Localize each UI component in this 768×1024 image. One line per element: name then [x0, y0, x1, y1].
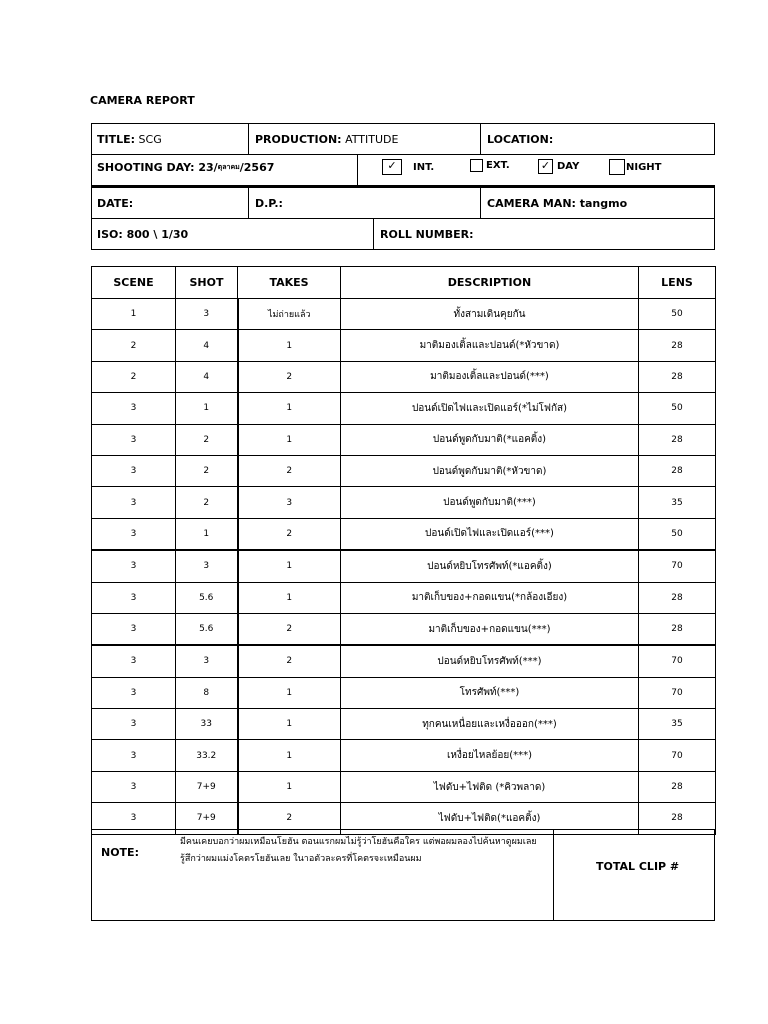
iso-field: ISO: 800 \ 1/30	[97, 227, 189, 241]
cell-lens: 28	[639, 771, 716, 802]
cell-description: มาติเก็บของ+กอดแขน(***)	[341, 613, 639, 645]
table-row	[92, 582, 716, 613]
cell-description: ปอนด์พูดกับมาติ(*แอคติ้ง)	[341, 424, 639, 455]
table-row	[92, 330, 716, 361]
table-row	[92, 361, 716, 392]
table-header-row	[92, 267, 716, 299]
cell-description: ปอนด์พูดกับมาติ(*หัวขาด)	[341, 455, 639, 486]
cell-shot: 7+9	[176, 771, 238, 802]
cell-shot: 33	[176, 709, 238, 740]
cell-lens: 28	[639, 455, 716, 486]
shooting-day-field: SHOOTING DAY: 23/ ตุลาคม /2567	[97, 160, 275, 174]
table-row	[92, 299, 716, 330]
cell-lens: 70	[639, 740, 716, 771]
cell-shot: 33.2	[176, 740, 238, 771]
table-row	[92, 709, 716, 740]
night-option[interactable]: NIGHT	[609, 159, 662, 175]
cell-lens: 70	[639, 645, 716, 677]
cell-scene: 3	[92, 518, 176, 550]
cell-takes: 1	[238, 582, 341, 613]
cell-takes: 2	[238, 613, 341, 645]
shot-log-table	[91, 266, 716, 835]
cell-scene: 3	[92, 487, 176, 518]
cell-scene: 3	[92, 424, 176, 455]
column-header-lens: LENS	[639, 267, 716, 299]
cell-shot: 2	[176, 424, 238, 455]
night-checkbox[interactable]	[609, 159, 625, 175]
cell-shot: 8	[176, 677, 238, 708]
cell-lens: 50	[639, 518, 716, 550]
table-row	[92, 771, 716, 802]
cell-shot: 2	[176, 455, 238, 486]
column-header-shot: SHOT	[176, 267, 238, 299]
cell-shot: 4	[176, 330, 238, 361]
cell-lens: 50	[639, 393, 716, 424]
cell-takes: ไม่ถ่ายแล้ว	[238, 299, 341, 330]
cell-shot: 5.6	[176, 582, 238, 613]
location-field: LOCATION:	[487, 132, 554, 146]
cell-shot: 1	[176, 393, 238, 424]
cell-scene: 3	[92, 582, 176, 613]
day-option[interactable]: ✓ DAY	[538, 159, 579, 174]
note-text: มีคนเคยบอกว่าผมเหมือนโยฮัน ตอนแรกผมไม่รู้ว่าโยฮันคือใคร แต่พอผมลองไปค้นหาดูผมเลยรู้สึกว่าผมแม่งโคตรโยฮันเลย ในาอตัวละครที่โคตรจะเหมือนผม	[180, 837, 537, 864]
cell-lens: 28	[639, 361, 716, 392]
day-checkbox[interactable]: ✓	[538, 159, 553, 174]
cell-takes: 1	[238, 330, 341, 361]
int-option[interactable]: ✓ INT.	[382, 159, 434, 175]
note-label: NOTE:	[101, 846, 139, 859]
cell-description: ไฟดับ+ไฟติด (*คิวพลาด)	[341, 771, 639, 802]
cell-lens: 50	[639, 299, 716, 330]
cell-description: ปอนด์เปิดไฟและเปิดแอร์(***)	[341, 518, 639, 550]
cell-lens: 28	[639, 613, 716, 645]
cell-scene: 3	[92, 455, 176, 486]
cell-shot: 3	[176, 645, 238, 677]
table-row	[92, 550, 716, 582]
table-row	[92, 740, 716, 771]
table-row	[92, 424, 716, 455]
cell-shot: 4	[176, 361, 238, 392]
cell-takes: 1	[238, 393, 341, 424]
cell-lens: 35	[639, 709, 716, 740]
cell-scene: 3	[92, 771, 176, 802]
cell-takes: 1	[238, 709, 341, 740]
report-title: CAMERA REPORT	[90, 94, 195, 107]
cell-lens: 28	[639, 803, 716, 834]
cell-takes: 1	[238, 740, 341, 771]
cell-scene: 3	[92, 709, 176, 740]
column-header-takes: TAKES	[238, 267, 341, 299]
cell-takes: 2	[238, 803, 341, 834]
cell-shot: 7+9	[176, 803, 238, 834]
cell-scene: 3	[92, 550, 176, 582]
cell-scene: 3	[92, 740, 176, 771]
production-field: PRODUCTION: ATTITUDE	[255, 132, 399, 146]
cell-lens: 70	[639, 677, 716, 708]
table-row	[92, 455, 716, 486]
cell-shot: 3	[176, 550, 238, 582]
column-header-description: DESCRIPTION	[341, 267, 639, 299]
cell-scene: 3	[92, 613, 176, 645]
cell-description: ปอนด์เปิดไฟและเปิดแอร์(*ไม่โฟกัส)	[341, 393, 639, 424]
cell-lens: 28	[639, 582, 716, 613]
cell-description: มาติมองเติ้ลและปอนด์(*หัวขาด)	[341, 330, 639, 361]
cell-takes: 1	[238, 677, 341, 708]
cell-takes: 2	[238, 518, 341, 550]
table-row	[92, 613, 716, 645]
cell-shot: 3	[176, 299, 238, 330]
cell-takes: 2	[238, 455, 341, 486]
cell-description: มาติเก็บของ+กอดแขน(*กล้องเอียง)	[341, 582, 639, 613]
title-value: SCG	[138, 132, 162, 146]
table-row	[92, 645, 716, 677]
cell-scene: 3	[92, 677, 176, 708]
cell-lens: 28	[639, 424, 716, 455]
cell-shot: 2	[176, 487, 238, 518]
cell-takes: 2	[238, 645, 341, 677]
cell-description: ปอนด์หยิบโทรศัพท์(***)	[341, 645, 639, 677]
date-field: DATE:	[97, 196, 134, 210]
cell-scene: 2	[92, 361, 176, 392]
dp-field: D.P.:	[255, 196, 283, 210]
production-value: ATTITUDE	[345, 132, 399, 146]
cell-scene: 3	[92, 393, 176, 424]
ext-option[interactable]: EXT.	[470, 158, 510, 172]
cell-description: เหงื่อยไหลย้อย(***)	[341, 740, 639, 771]
title-field: TITLE: SCG	[97, 132, 162, 146]
cell-scene: 3	[92, 803, 176, 834]
cell-takes: 3	[238, 487, 341, 518]
ext-checkbox[interactable]	[470, 159, 483, 172]
column-header-scene: SCENE	[92, 267, 176, 299]
cell-lens: 70	[639, 550, 716, 582]
cell-lens: 28	[639, 330, 716, 361]
cell-description: ปอนด์พูดกับมาติ(***)	[341, 487, 639, 518]
cell-takes: 1	[238, 550, 341, 582]
table-row	[92, 518, 716, 550]
shot-log-body	[92, 299, 716, 835]
cell-takes: 1	[238, 424, 341, 455]
total-clip-label: TOTAL CLIP #	[596, 860, 680, 873]
camera-man-field: CAMERA MAN: tangmo	[487, 196, 628, 210]
cell-scene: 1	[92, 299, 176, 330]
cell-takes: 1	[238, 771, 341, 802]
cell-lens: 35	[639, 487, 716, 518]
table-row	[92, 487, 716, 518]
int-checkbox[interactable]: ✓	[382, 159, 402, 175]
roll-number-field: ROLL NUMBER:	[380, 227, 474, 241]
cell-description: ทั้งสามเดินคุยกัน	[341, 299, 639, 330]
cell-description: ทุกคนเหนื่อยและเหงื่อออก(***)	[341, 709, 639, 740]
cell-shot: 5.6	[176, 613, 238, 645]
cell-description: ไฟดับ+ไฟติด(*แอคติ้ง)	[341, 803, 639, 834]
cell-description: มาติมองเติ้ลและปอนด์(***)	[341, 361, 639, 392]
table-row	[92, 393, 716, 424]
cell-description: ปอนด์หยิบโทรศัพท์(*แอคติ้ง)	[341, 550, 639, 582]
cell-takes: 2	[238, 361, 341, 392]
table-row	[92, 677, 716, 708]
cell-shot: 1	[176, 518, 238, 550]
cell-scene: 2	[92, 330, 176, 361]
cell-description: โทรศัพท์(***)	[341, 677, 639, 708]
cell-scene: 3	[92, 645, 176, 677]
